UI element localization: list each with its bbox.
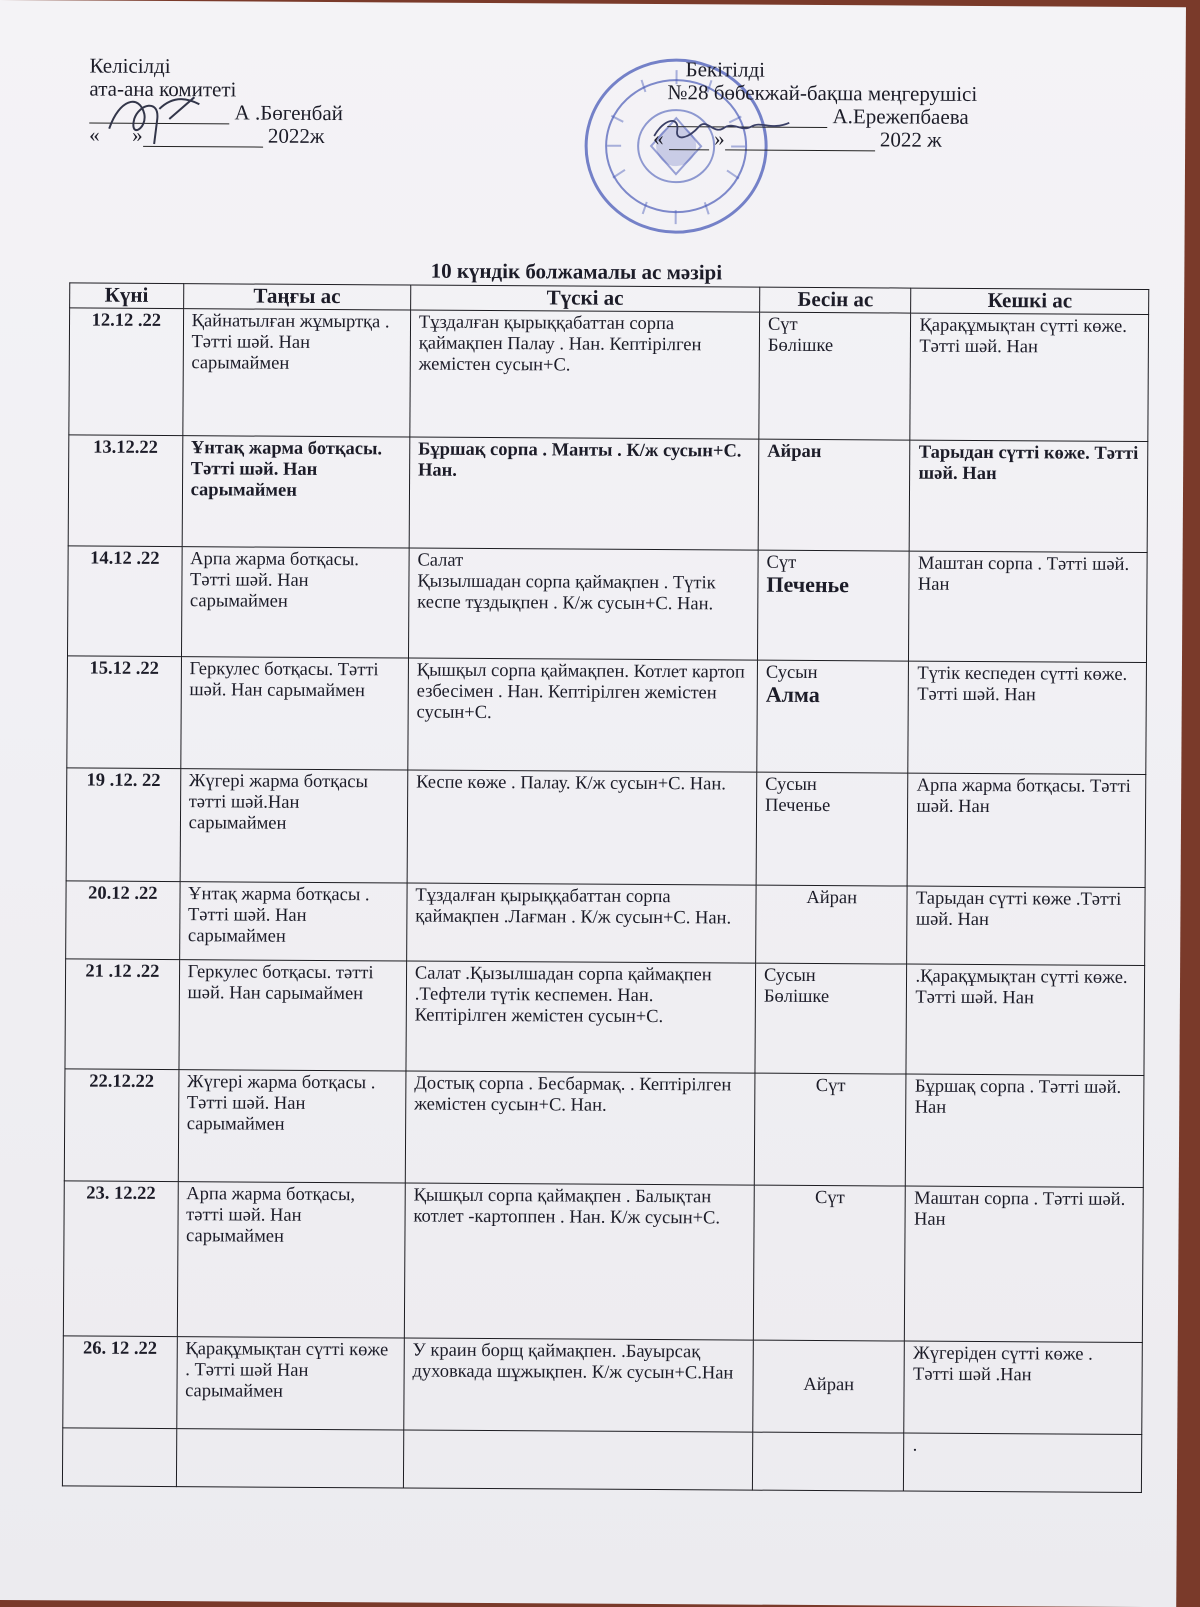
row-snack [759, 312, 911, 440]
snack-item: Бөлішке [764, 987, 899, 1009]
lunch-salad: Салат [417, 551, 749, 574]
lunch-main: Қызылшадан сорпа қаймақпен . Түтік кеспе тұздықпен . К/ж сусын+С. Нан. [417, 572, 749, 616]
row-snack [756, 885, 908, 964]
row-dinner: Қарақұмықтан сүтті көже. Тәтті шәй. Нан [910, 313, 1148, 441]
snack-drink: Айран [761, 1375, 896, 1397]
left-signature-mark [99, 89, 209, 150]
row-date: 14.12 .22 [67, 546, 181, 657]
row-breakfast: Жүгері жарма ботқасы тәтті шәй.Нан сарымаймен [180, 769, 408, 883]
row-snack [757, 660, 909, 773]
row-breakfast: Арпа жарма ботқасы. Тәтті шәй. Нан сарымаймен [181, 547, 409, 658]
row-date: 12.12 .22 [69, 308, 183, 436]
snack-drink: Сүт [768, 315, 903, 337]
row-lunch: Қышқыл сорпа қаймақпен. Котлет картоп езбесімен . Нан. Кептірілген жемістен сусын+С. [408, 658, 758, 772]
row-breakfast: Қарақұмықтан сүтті көже . Тәтті шәй Нан сарымаймен [176, 1337, 404, 1430]
row-lunch: Қышқыл сорпа қаймақпен . Балықтан котлет -картоппен . Нан. К/ж сусын+С. [404, 1183, 754, 1340]
table-row-empty [62, 1428, 1141, 1493]
row-breakfast: Ұнтақ жарма ботқасы. Тәтті шәй. Нан сарымаймен [182, 436, 410, 548]
row-snack [757, 550, 909, 661]
head-position-label: №28 бөбекжай-бақша меңгерушісі [667, 81, 1087, 107]
row-lunch: Бұршақ сорпа . Манты . К/ж сусын+С. Нан. [409, 437, 759, 550]
approved-label: Бекітілді [668, 58, 1088, 84]
row-date: 22.12.22 [64, 1069, 178, 1182]
table-row [63, 1336, 1143, 1435]
row-date: 19 .12. 22 [66, 768, 180, 882]
row-dinner: Арпа жарма ботқасы. Тәтті шәй. Нан [908, 773, 1146, 887]
row-breakfast: Арпа жарма ботқасы, тәтті шәй. Нан сарымаймен [177, 1182, 405, 1338]
right-quote-close: » [714, 126, 725, 150]
row-date: 21 .12 .22 [65, 959, 179, 1070]
row-breakfast: Геркулес ботқасы. тәтті шәй. Нан сарымаймен [179, 960, 407, 1071]
snack-drink: Сүт [763, 1076, 898, 1098]
row-snack [753, 1340, 905, 1433]
row-date: 15.12 .22 [67, 656, 181, 769]
row-dinner: Тарыдан сүтті көже .Тәтті шәй. Нан [907, 886, 1145, 965]
snack-item: Печенье [766, 574, 901, 596]
right-signature-mark [649, 108, 799, 149]
col-header-lunch: Түскі ас [411, 285, 760, 312]
table-row [63, 1181, 1143, 1343]
row-lunch [408, 548, 758, 660]
snack-item: Бөлішке [768, 336, 903, 358]
table-row [66, 881, 1145, 966]
row-breakfast: Ұнтақ жарма ботқасы . Тәтті шәй. Нан сарымаймен [179, 882, 407, 961]
row-snack [755, 963, 907, 1074]
snack-drink: Сусын [764, 966, 899, 988]
left-year: 2022ж [268, 124, 325, 148]
table-row [65, 959, 1145, 1076]
table-row [66, 768, 1146, 888]
row-lunch: Достық сорпа . Бесбармақ. . Кептірілген жемістен сусын+С. Нан. [405, 1071, 755, 1185]
snack-drink: Сүт [766, 553, 901, 575]
table-row [68, 435, 1148, 553]
row-snack [758, 439, 910, 551]
right-signer-name: А.Ережепбаева [832, 104, 968, 129]
row-dinner: Маштан сорпа . Тәтті шәй. Нан [905, 1186, 1143, 1342]
left-quote-close: » [132, 123, 143, 147]
row-snack [754, 1073, 906, 1186]
snack-drink: Сусын [765, 775, 900, 797]
snack-item: Алма [766, 684, 901, 706]
row-snack [756, 772, 908, 886]
empty-cell [403, 1430, 752, 1490]
empty-cell [62, 1428, 176, 1487]
row-date: 20.12 .22 [66, 881, 180, 960]
row-date: 26. 12 .22 [63, 1336, 177, 1429]
table-row [67, 546, 1147, 663]
snack-drink: Айран [764, 888, 899, 910]
right-quote-open: « [653, 126, 664, 150]
snack-drink: Айран [767, 442, 902, 464]
row-date: 23. 12.22 [63, 1181, 178, 1337]
row-dinner: Тарыдан сүтті көже. Тәтті шәй. Нан [910, 440, 1148, 552]
row-lunch: У краин борщ қаймақпен. .Бауырсақ духовкада шұжықпен. К/ж сусын+С.Нан [404, 1338, 754, 1432]
col-header-breakfast: Таңғы ас [183, 284, 410, 310]
table-row [69, 308, 1149, 442]
row-date: 13.12.22 [68, 435, 182, 547]
row-dinner: Бұршақ сорпа . Тәтті шәй. Нан [906, 1074, 1144, 1187]
empty-cell-dinner: . [904, 1433, 1142, 1492]
snack-item: Печенье [765, 796, 900, 818]
row-lunch: Салат .Қызылшадан сорпа қаймақпен .Тефтели түтік кеспемен. Нан. Кептірілген жемістен сусын+С. [406, 961, 756, 1073]
left-quote-open: « [89, 123, 100, 147]
row-lunch: Кеспе көже . Палау. К/ж сусын+С. Нан. [407, 770, 757, 885]
row-lunch: Тұздалған қырыққабаттан сорпа қаймақпен .Лағман . К/ж сусын+С. Нан. [407, 883, 757, 963]
row-lunch: Тұздалған қырыққабаттан сорпа қаймақпен Палау . Нан. Кептірілген жемістен сусын+С. [410, 310, 760, 439]
empty-cell [752, 1432, 904, 1491]
row-dinner: Маштан сорпа . Тәтті шәй. Нан [909, 551, 1147, 662]
agreed-label: Келісілді [90, 55, 420, 80]
row-breakfast: Жүгері жарма ботқасы . Тәтті шәй. Нан сарымаймен [178, 1070, 406, 1183]
col-header-snack: Бесін ас [760, 287, 912, 313]
snack-drink: Сусын [766, 663, 901, 685]
snack-drink: Сүт [763, 1188, 898, 1210]
row-dinner: Жүгеріден сүтті көже . Тәтті шәй .Нан [904, 1341, 1142, 1434]
right-year: 2022 ж [880, 127, 942, 151]
menu-table [62, 282, 1149, 1493]
row-dinner: .Қарақұмықтан сүтті көже. Тәтті шәй. Нан [906, 964, 1144, 1075]
col-header-date: Күні [70, 283, 184, 309]
row-breakfast: Қайнатылған жұмыртқа . Тәтті шәй. Нан сарымаймен [182, 309, 410, 437]
row-breakfast: Геркулес ботқасы. Тәтті шәй. Нан сарымаймен [180, 657, 408, 770]
menu-title: 10 күндік болжамалы ас мәзірі [0, 256, 1169, 288]
table-row [67, 656, 1147, 775]
parent-committee-label: ата-ана комитеті [89, 78, 419, 103]
table-row [64, 1069, 1144, 1188]
row-dinner: Түтік кеспеден сүтті көже. Тәтті шәй. Нан [908, 661, 1146, 774]
row-snack [753, 1185, 905, 1341]
empty-cell [176, 1429, 404, 1488]
left-signer-name: А .Бөгенбай [234, 100, 343, 125]
col-header-dinner: Кешкі ас [911, 288, 1149, 314]
